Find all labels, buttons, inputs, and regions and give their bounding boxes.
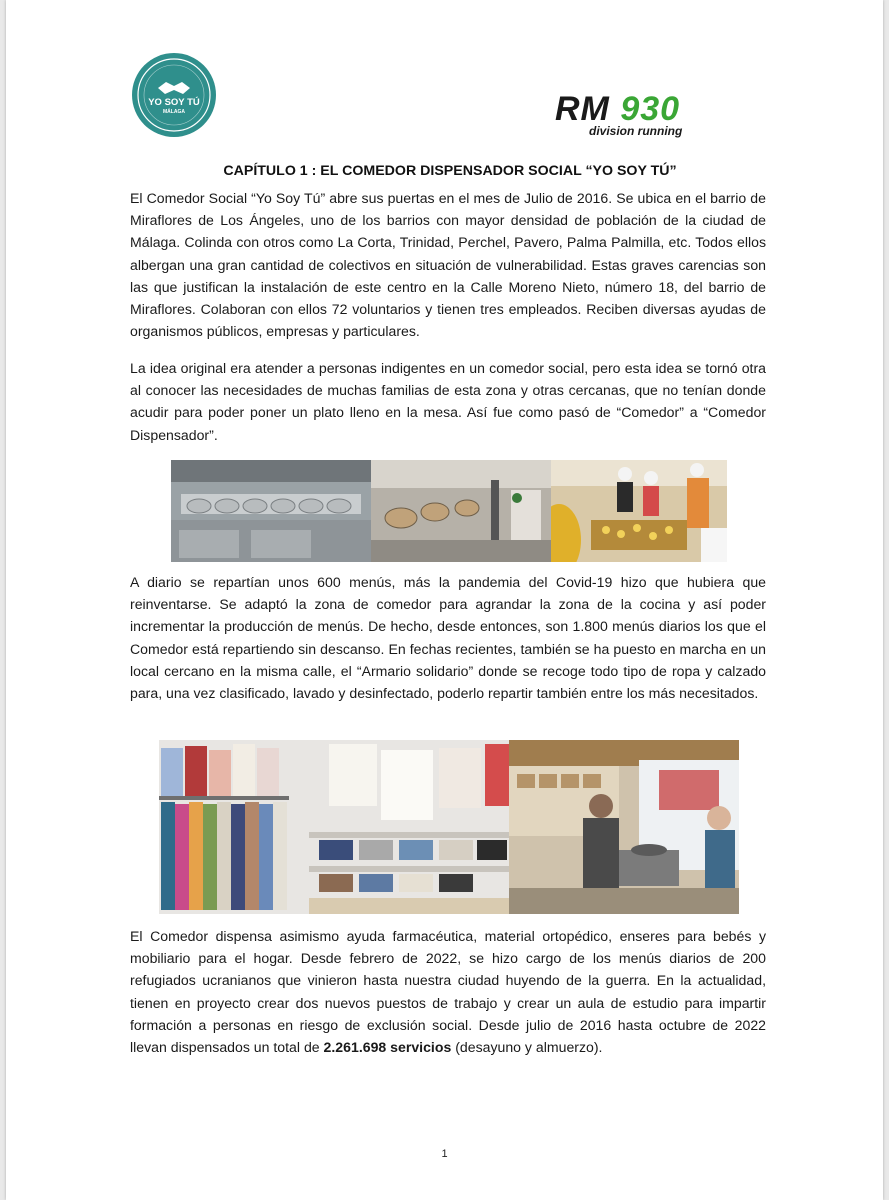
- paragraph-services-text: El Comedor dispensa asimismo ayuda farmacéutica, material ortopédico, enseres para bebés y mobiliario para el hogar. Desde febrero de 2022, se hizo cargo de los menús diarios de 200 refugiados ucranianos que vinieron hasta nuestra ciudad huyendo de la guerra. En la actualidad, tienen en proyecto crear dos nuevos puestos de trabajo y crear un aula de estudio para impartir formación a personas en riesgo de exclusión social. Desde julio de 2016 hasta octubre de 2022 llevan dispensados un total de: [130, 928, 766, 1056]
- rm930-logo: [551, 88, 756, 140]
- paragraph-services-end: (desayuno y almuerzo).: [451, 1039, 603, 1056]
- svg-text:YO SOY TÚ: YO SOY TÚ: [148, 97, 200, 108]
- paragraph-services: [130, 925, 766, 1058]
- rm930-logo-main: RM: [555, 90, 610, 128]
- paragraph-intro: El Comedor Social “Yo Soy Tú” abre sus puertas en el mes de Julio de 2016. Se ubica en el barrio de Miraflores de Los Ángeles, uno de los barrios con mayor densidad de población de la ciudad de Málaga. Colinda con otros como La Corta, Trinidad, Perchel, Pavero, Palma Palmilla, etc. Todos ellos albergan una gran cantidad de colectivos en situación de vulnerabilidad. Estas graves carencias son las que justifican la instalación de este centro en la Calle Moreno Nieto, número 18, del barrio de Miraflores. Colaboran con ellos 72 voluntarios y tienen tres empleados. Reciben diversas ayudas de organismos públicos, empresas y particulares.: [130, 190, 766, 340]
- yo-soy-tu-logo: [131, 52, 217, 138]
- food-distribution-photo: [509, 740, 739, 914]
- page-number: 1: [441, 1148, 448, 1160]
- volunteers-cooking-photo: [551, 460, 727, 562]
- services-total: 2.261.698 servicios: [323, 1039, 452, 1056]
- svg-text:RM 930: RM 930: [555, 90, 681, 128]
- svg-text:MÁLAGA: MÁLAGA: [163, 109, 185, 115]
- solidarity-wardrobe-photo: [159, 740, 509, 914]
- chapter-title: CAPÍTULO 1 : EL COMEDOR DISPENSADOR SOCIAL “YO SOY TÚ”: [223, 163, 677, 179]
- paragraph-origin: La idea original era atender a personas indigentes en un comedor social, pero esta idea se tornó otra al conocer las necesidades de muchas familias de esta zona y otras cercanas, que no tenían donde acudir para poder poner un plato lleno en la mesa. Así fue como pasó de “Comedor” a “Comedor Dispensador”.: [130, 360, 766, 443]
- kitchen-cooking-photo: [371, 460, 551, 562]
- kitchen-photo-strip: [171, 460, 727, 562]
- kitchen-pots-photo: [171, 460, 371, 562]
- paragraph-pandemic: A diario se repartían unos 600 menús, más la pandemia del Covid-19 hizo que hubiera que reinventarse. Se adaptó la zona de comedor para agrandar la zona de la cocina y así poder incrementar la producción de menús. De hecho, desde entonces, son 1.800 menús diarios los que el Comedor está repartiendo sin descanso. En fechas recientes, también se ha puesto en marcha en un local cercano en la misma calle, el “Armario solidario” donde se recoge todo tipo de ropa y calzado para, una vez clasificado, lavado y desinfectado, poderlo repartir también entre los más necesitados.: [130, 574, 766, 702]
- wardrobe-photo-strip: [159, 740, 739, 914]
- svg-text:division running: division running: [589, 124, 683, 138]
- document-page: [6, 0, 883, 1200]
